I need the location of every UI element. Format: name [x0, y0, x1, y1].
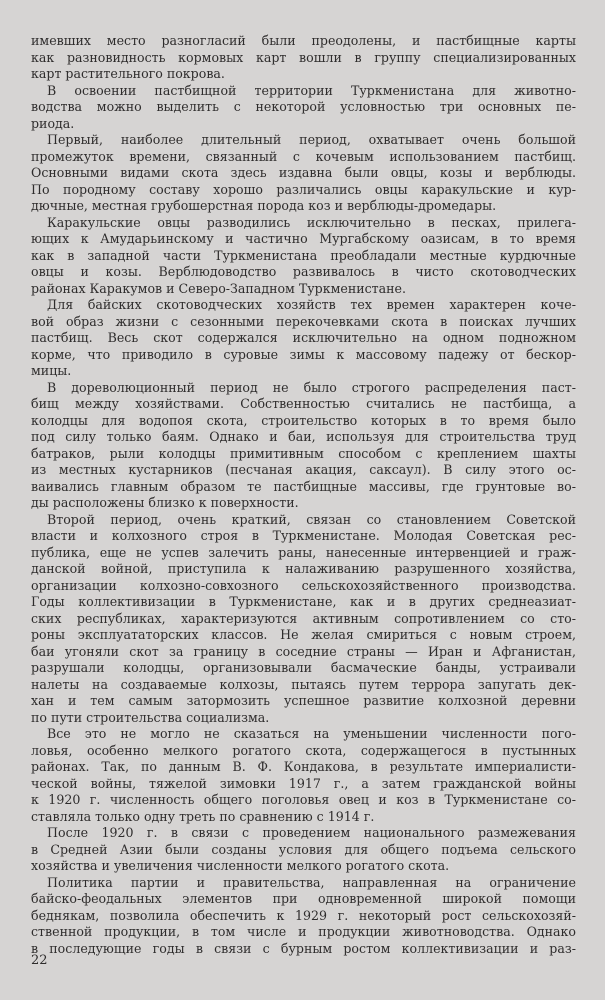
text-line: к 1920 г. численность общего поголовья овец и коз в Туркменистане со-	[31, 792, 576, 807]
text-line: байско-феодальных элементов при одновременной широкой помощи	[31, 891, 576, 906]
text-line: хозяйства и увеличения численности мелкого рогатого скота.	[31, 858, 450, 873]
text-line: пастбищ. Весь скот содержался исключительно на одном подножном	[31, 330, 576, 345]
text-line: из местных кустарников (песчаная акация, саксаул). В силу этого ос-	[31, 462, 576, 477]
text-line: В освоении пастбищной территории Туркменистана для животно-	[47, 82, 576, 98]
page-number: 22	[31, 953, 48, 968]
text-line: корме, что приводило в суровые зимы к массовому падежу от бескор-	[31, 346, 576, 362]
text-line: Политика партии и правительства, направленная на ограничение	[47, 874, 576, 890]
text-line: ды расположены близко к поверхности.	[31, 495, 299, 510]
text-line: Все это не могло не сказаться на уменьшении численности пого-	[47, 726, 576, 741]
text-line: под силу только баям. Однако и баи, используя для строительства труд	[31, 429, 576, 444]
text-line: колодцы для водопоя скота, строительство которых в то время было	[31, 412, 576, 428]
text-line: промежуток времени, связанный с кочевым использованием пастбищ.	[31, 148, 576, 164]
text-line: овцы и козы. Верблюдоводство развивалось в чисто скотоводческих	[31, 264, 576, 279]
text-line: В дореволюционный период не было строгого распределения паст-	[47, 379, 576, 395]
text-line: организации колхозно-совхозного сельскохозяйственного производства.	[31, 577, 576, 593]
text-line: публика, еще не успев залечить раны, нанесенные интервенцией и граж-	[31, 544, 576, 560]
text-line: ваивались главным образом те пастбищные массивы, где грунтовые во-	[31, 478, 576, 494]
text-line: беднякам, позволила обеспечить к 1929 г. некоторый рост сельскохозяй-	[31, 907, 576, 923]
text-line: вой образ жизни с сезонными перекочевками скота в поисках лучших	[31, 313, 576, 329]
text-line: Основными видами скота здесь издавна были овцы, козы и верблюды.	[31, 165, 576, 180]
body-text	[31, 33, 576, 957]
text-line: После 1920 г. в связи с проведением национального размежевания	[47, 825, 576, 840]
text-line: баи угоняли скот за границу в соседние страны — Иран и Афганистан,	[31, 643, 576, 659]
text-line: хан и тем самым затормозить успешное развитие колхозной деревни	[31, 693, 576, 708]
text-line: батраков, рыли колодцы примитивным способом с креплением шахты	[31, 445, 576, 461]
text-line: бищ между хозяйствами. Собственностью считались не пастбища, а	[31, 396, 576, 411]
text-line: в последующие годы в связи с бурным ростом коллективизации и раз-	[31, 940, 576, 956]
text-line: роны эксплуататорских классов. Не желая смириться с новым строем,	[31, 627, 576, 642]
text-line: как разновидность кормовых карт вошли в группу специализированных	[31, 49, 576, 65]
text-line: ческой войны, тяжелой зимовки 1917 г., а затем гражданской войны	[31, 775, 576, 791]
text-line: имевших место разногласий были преодолены, и пастбищные карты	[31, 33, 576, 48]
text-line: мицы.	[31, 363, 72, 378]
text-line: Для байских скотоводческих хозяйств тех времен характерен коче-	[47, 297, 576, 312]
text-line: ских республиках, характеризуются активным сопротивлением со сто-	[31, 610, 576, 626]
text-line: районах. Так, по данным В. Ф. Кондакова, в результате империалисти-	[31, 759, 576, 774]
text-line: как в западной части Туркменистана преобладали местные курдючные	[31, 247, 576, 263]
text-line: Годы коллективизации в Туркменистане, как и в других среднеазиат-	[31, 594, 576, 609]
text-line: водства можно выделить с некоторой условностью три основных пе-	[31, 99, 576, 114]
text-line: ставляла только одну треть по сравнению с 1914 г.	[31, 808, 375, 824]
text-line: по пути строительства социализма.	[31, 709, 270, 725]
text-line: Второй период, очень краткий, связан со становлением Советской	[47, 511, 576, 527]
text-line: налеты на создаваемые колхозы, пытаясь путем террора запугать дек-	[31, 676, 576, 692]
text-line: ющих к Амударьинскому и частично Мургабскому оазисам, в то время	[31, 231, 576, 246]
text-line: разрушали колодцы, организовывали басмаческие банды, устраивали	[31, 660, 576, 675]
text-line: Каракульские овцы разводились исключительно в песках, прилега-	[47, 214, 576, 230]
text-line: По породному составу хорошо различались овцы каракульские и кур-	[31, 181, 576, 197]
text-line: карт растительного покрова.	[31, 66, 225, 81]
text-line: в Средней Азии были созданы условия для общего подъема сельского	[31, 841, 576, 857]
text-line: районах Каракумов и Северо-Западном Туркменистане.	[31, 280, 407, 296]
text-line: риода.	[31, 115, 75, 131]
text-line: ловья, особенно мелкого рогатого скота, содержащегося в пустынных	[31, 742, 576, 758]
text-line: дючные, местная грубошерстная порода коз и верблюды-дромедары.	[31, 198, 497, 213]
text-line: Первый, наиболее длительный период, охватывает очень большой	[47, 132, 576, 147]
text-line: власти и колхозного строя в Туркменистане. Молодая Советская рес-	[31, 528, 576, 543]
text-line: ственной продукции, в том числе и продукции животноводства. Однако	[31, 924, 576, 939]
text-line: данской войной, приступила к налаживанию разрушенного хозяйства,	[31, 561, 576, 576]
